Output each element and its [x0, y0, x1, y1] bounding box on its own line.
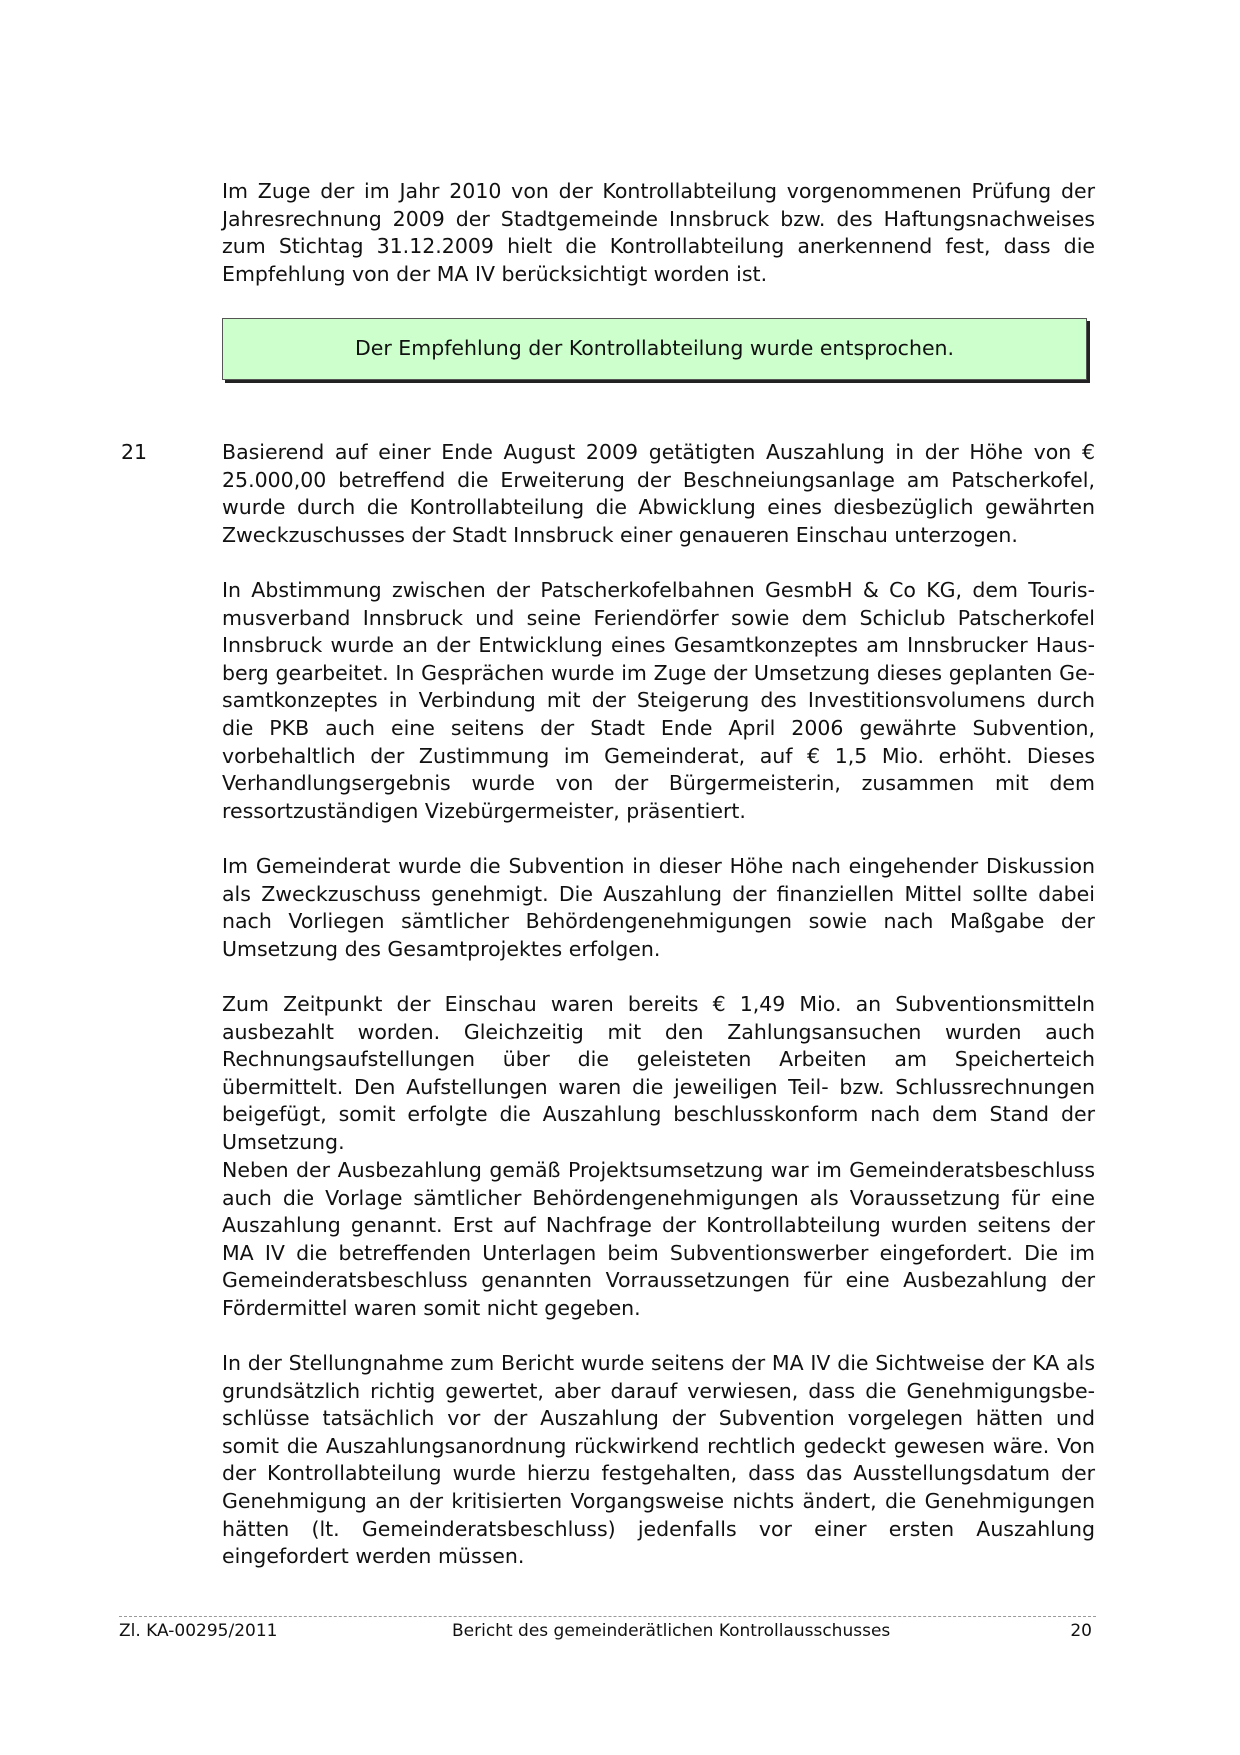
section-paragraph: In Abstimmung zwischen der Patscherkofelbahnen GesmbH & Co KG, dem Tourismusverband Innsbruck und seine Feriendörfer sowie dem Schiclub Patscherkofel Innsbruck wurde an der Entwicklung eines Gesamtkonzeptes am Innsbrucker Hausberg gearbeitet. In Gesprächen wurde im Zuge der Umsetzung dieses geplanten Gesamtkonzeptes in Verbindung mit der Steigerung des Investitionsvolumens durch die PKB auch eine seitens der Stadt Ende April 2006 gewährte Subvention, vorbehaltlich der Zustimmung im Gemeinderat, auf € 1,5 Mio. erhöht. Dieses Verhandlungsergebnis wurde von der Bürgermeisterin, zusammen mit dem ressortzuständigen Vizebürgermeister, präsentiert.: [222, 578, 1095, 823]
section-paragraph: Zum Zeitpunkt der Einschau waren bereits € 1,49 Mio. an Subventionsmitteln ausbezahlt worden. Gleichzeitig mit den Zahlungsansuchen wurden auch Rechnungsaufstellungen über die geleisteten Arbeiten am Speicherteich übermittelt. Den Aufstellungen waren die jeweiligen Teil- bzw. Schlussrechnungen beigefügt, somit erfolgte die Auszahlung beschlusskonform nach dem Stand der Umsetzung.: [222, 992, 1095, 1154]
page-number: 20: [1070, 1621, 1092, 1641]
section-paragraph: Im Gemeinderat wurde die Subvention in dieser Höhe nach eingehender Diskussion als Zweckzuschuss genehmigt. Die Auszahlung der finanziellen Mittel sollte dabei nach Vorliegen sämtlicher Behördengenehmigungen sowie nach Maßgabe der Umsetzung des Gesamtprojektes erfolgen.: [222, 854, 1095, 961]
recommendation-text: Der Empfehlung der Kontrollabteilung wurde entsprochen.: [354, 335, 955, 360]
section-paragraph: Neben der Ausbezahlung gemäß Projektsumsetzung war im Gemeinderatsbeschluss auch die Vorlage sämtlicher Behördengenehmigungen als Voraussetzung für eine Auszahlung genannt. Erst auf Nachfrage der Kontrollabteilung wurden seitens der MA IV die betreffenden Unterlagen beim Subventionswerber eingefordert. Die im Gemeinderatsbeschluss genannten Vorraussetzungen für eine Ausbezahlung der Fördermittel waren somit nicht gegeben.: [222, 1158, 1095, 1320]
footer-divider: [119, 1616, 1096, 1617]
section-paragraph: In der Stellungnahme zum Bericht wurde seitens der MA IV die Sichtweise der KA als grundsätzlich richtig gewertet, aber darauf verwiesen, dass die Genehmigungsbeschlüsse tatsächlich vor der Auszahlung der Subvention vorgelegen hätten und somit die Auszahlungsanordnung rückwirkend rechtlich gedeckt gewesen wäre. Von der Kontrollabteilung wurde hierzu festgehalten, dass das Ausstellungsdatum der Genehmigung an der kritisierten Vorgangsweise nichts ändert, die Genehmigungen hätten (lt. Gemeinderatsbeschluss) jedenfalls vor einer ersten Auszahlung eingefordert werden müssen.: [222, 1351, 1095, 1569]
footer-reference: Zl. KA-00295/2011: [119, 1621, 278, 1641]
recommendation-box: [222, 318, 1087, 380]
section-paragraph: Basierend auf einer Ende August 2009 getätigten Auszahlung in der Höhe von € 25.000,00 betreffend die Erweiterung der Beschneiungsanlage am Patscherkofel, wurde durch die Kontrollabteilung die Abwicklung eines diesbezüglich gewährten Zweckzuschusses der Stadt Innsbruck einer genaueren Einschau unterzogen.: [222, 440, 1095, 547]
footer-title: Bericht des gemeinderätlichen Kontrollausschusses: [452, 1621, 891, 1641]
intro-paragraph: Im Zuge der im Jahr 2010 von der Kontrollabteilung vorgenommenen Prüfung der Jahresrechnung 2009 der Stadtgemeinde Innsbruck bzw. des Haftungsnachweises zum Stichtag 31.12.2009 hielt die Kontrollabteilung anerkennend fest, dass die Empfehlung von der MA IV berücksichtigt worden ist.: [222, 179, 1095, 286]
section-number: 21: [121, 440, 148, 464]
